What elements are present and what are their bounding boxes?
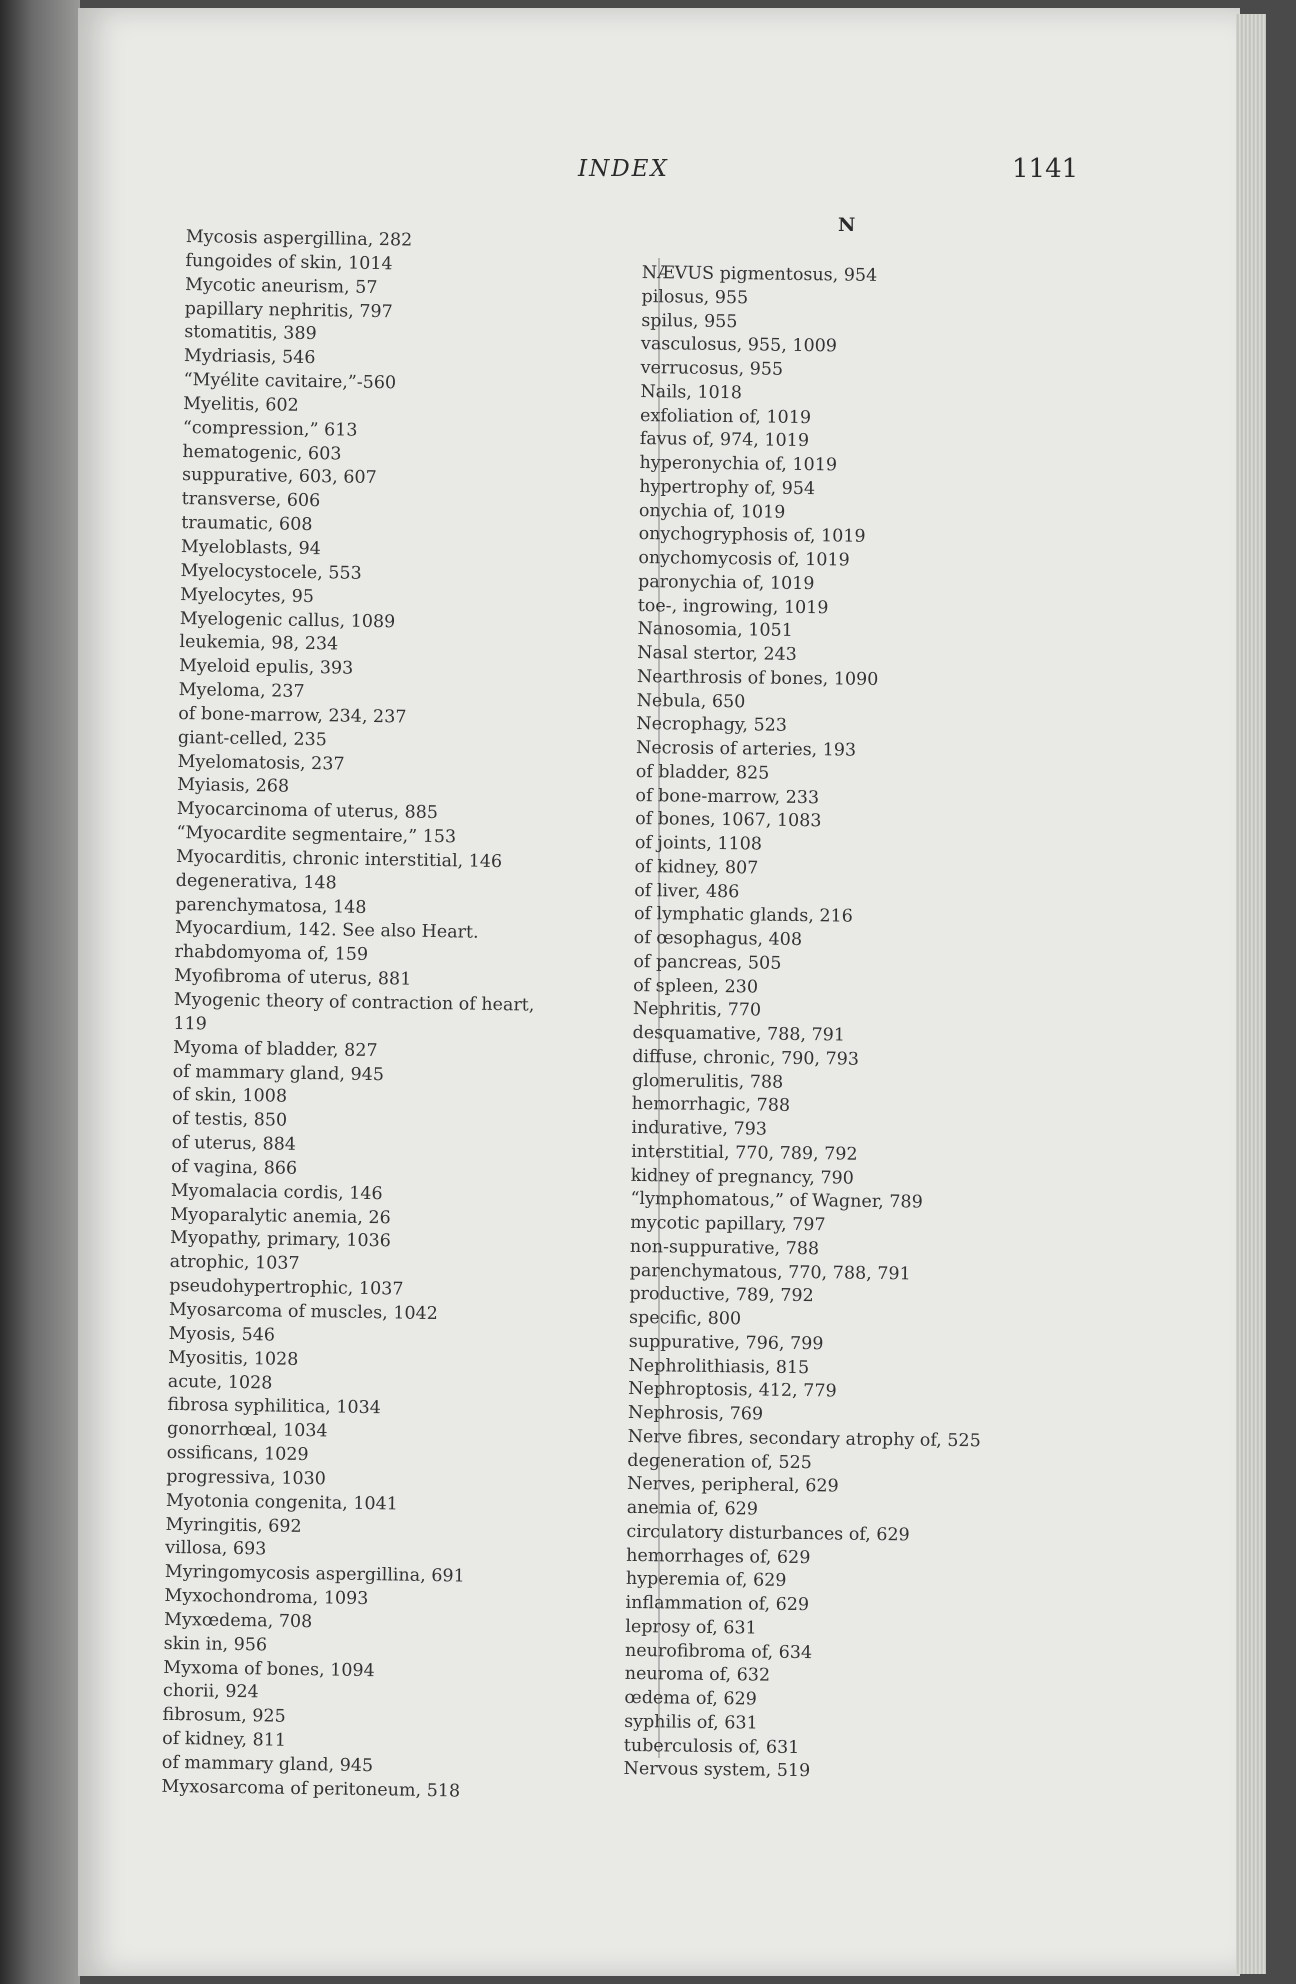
index-entry: Myocarcinoma of uterus, 885: [176, 799, 439, 824]
index-entry: favus of, 974, 1019: [639, 429, 810, 452]
index-entry: pilosus, 955: [641, 286, 749, 309]
index-entry: hemorrhages of, 629: [626, 1545, 811, 1568]
index-entry: of testis, 850: [171, 1109, 288, 1131]
index-entry: inflammation of, 629: [625, 1592, 810, 1616]
index-entry: glomerulitis, 788: [631, 1070, 784, 1093]
index-entry: Necrosis of arteries, 193: [635, 737, 857, 761]
index-entry: Myelocystocele, 553: [180, 560, 362, 584]
index-entry: 119: [173, 1013, 208, 1035]
index-entry: hypertrophy of, 954: [639, 476, 816, 499]
index-entry: of pancreas, 505: [633, 951, 782, 974]
index-entry: ossificans, 1029: [166, 1442, 309, 1466]
index-entry: of lymphatic glands, 216: [633, 904, 853, 927]
index-entry: of bladder, 825: [635, 761, 770, 784]
index-column-left: [161, 226, 546, 1805]
index-entry: Nephritis, 770: [632, 999, 762, 1021]
index-entry: Myositis, 1028: [168, 1347, 299, 1370]
index-entry: of spleen, 230: [633, 975, 759, 997]
index-entry: acute, 1028: [167, 1371, 273, 1393]
index-entry: Myringitis, 692: [165, 1514, 302, 1537]
index-entry: Nerves, peripheral, 629: [626, 1474, 839, 1497]
index-entry: non-suppurative, 788: [629, 1236, 820, 1259]
index-entry: “Myélite cavitaire,”-560: [183, 370, 397, 394]
index-entry: onychia of, 1019: [638, 500, 786, 523]
index-entry: interstitial, 770, 789, 792: [631, 1141, 858, 1165]
index-entry: stomatitis, 389: [184, 322, 317, 345]
index-entry: Myotonia congenita, 1041: [165, 1490, 399, 1515]
index-entry: of mammary gland, 945: [161, 1752, 374, 1777]
index-entry: Mydriasis, 546: [183, 346, 316, 369]
index-entry: leukemia, 98, 234: [179, 632, 339, 655]
index-entry: Myosis, 546: [168, 1323, 276, 1346]
index-entry: desquamative, 788, 791: [632, 1022, 846, 1046]
index-entry: suppurative, 603, 607: [181, 465, 377, 489]
index-entry: anemia of, 629: [626, 1497, 759, 1520]
index-entry: paronychia of, 1019: [637, 571, 815, 594]
index-entry: Nearthrosis of bones, 1090: [636, 666, 879, 690]
index-entry: skin in, 956: [163, 1633, 268, 1656]
index-entry: Nervous system, 519: [623, 1759, 811, 1782]
index-entry: Myxosarcoma of peritoneum, 518: [161, 1776, 461, 1802]
index-entry: “Myocardite segmentaire,” 153: [176, 823, 457, 848]
index-entry: Myelitis, 602: [183, 393, 299, 416]
index-entry: Nasal stertor, 243: [637, 642, 797, 665]
index-entry: neurofibroma of, 634: [624, 1640, 813, 1663]
index-entry: Nanosomia, 1051: [637, 619, 793, 642]
index-entry: atrophic, 1037: [169, 1252, 300, 1275]
index-entry: productive, 789, 792: [629, 1284, 814, 1307]
index-entry: Nerve fibres, secondary atrophy of, 525: [627, 1426, 981, 1451]
index-entry: exfoliation of, 1019: [640, 405, 812, 428]
index-entry: Nephrolithiasis, 815: [628, 1355, 810, 1378]
index-entry: kidney of pregnancy, 790: [630, 1165, 855, 1189]
index-entry: progressiva, 1030: [166, 1466, 327, 1490]
index-entry: Mycosis aspergillina, 282: [185, 226, 413, 251]
page-number: 1141: [1012, 154, 1079, 184]
index-entry: giant-celled, 235: [177, 727, 327, 750]
index-entry: Myxoma of bones, 1094: [163, 1657, 375, 1681]
index-entry: hemorrhagic, 788: [631, 1094, 791, 1117]
index-entry: neuroma of, 632: [624, 1664, 771, 1686]
index-entry: villosa, 693: [165, 1538, 267, 1560]
index-entry: spilus, 955: [641, 310, 738, 332]
index-entry: fungoides of skin, 1014: [185, 250, 393, 275]
index-entry: suppurative, 796, 799: [628, 1331, 824, 1355]
index-entry: rhabdomyoma of, 159: [174, 942, 369, 966]
index-entry: of kidney, 811: [162, 1728, 287, 1751]
index-entry: Myoma of bladder, 827: [172, 1037, 378, 1061]
index-entry: gonorrhœal, 1034: [166, 1419, 328, 1442]
index-entry: diffuse, chronic, 790, 793: [632, 1046, 860, 1070]
index-entry: Myosarcoma of muscles, 1042: [168, 1299, 438, 1325]
index-entry: Myofibroma of uterus, 881: [174, 966, 412, 990]
index-entry: Mycotic aneurism, 57: [184, 274, 378, 298]
index-entry: degeneration of, 525: [627, 1450, 812, 1473]
index-entry: Myxœdema, 708: [163, 1609, 313, 1633]
index-entry: Myiasis, 268: [177, 775, 290, 798]
index-entry: “lymphomatous,” of Wagner, 789: [630, 1189, 923, 1213]
book-spine: [0, 0, 80, 1984]
index-entry: of kidney, 807: [634, 856, 759, 879]
index-entry: specific, 800: [628, 1307, 742, 1330]
index-entry: fibrosum, 925: [162, 1705, 286, 1728]
index-entry: of œsophagus, 408: [633, 927, 803, 951]
index-entry: toe-, ingrowing, 1019: [637, 595, 829, 618]
index-entry: onychogryphosis of, 1019: [638, 524, 866, 548]
index-entry: hematogenic, 603: [182, 441, 342, 465]
index-entry: papillary nephritis, 797: [184, 298, 393, 322]
index-entry: Myocarditis, chronic interstitial, 146: [175, 846, 503, 872]
index-entry: fibrosa syphilitica, 1034: [167, 1395, 382, 1419]
index-entry: Myoparalytic anemia, 26: [170, 1204, 391, 1228]
index-entry: Nephroptosis, 412, 779: [628, 1379, 837, 1402]
index-entry: verrucosus, 955: [640, 357, 784, 380]
index-entry: hyperonychia of, 1019: [639, 452, 838, 476]
index-entry: onychomycosis of, 1019: [638, 547, 850, 571]
index-entry: hyperemia of, 629: [625, 1569, 787, 1592]
index-entry: Myeloma, 237: [178, 679, 305, 702]
index-entry: vasculosus, 955, 1009: [640, 334, 838, 357]
index-entry: of vagina, 866: [171, 1156, 298, 1179]
index-entry: transverse, 606: [181, 489, 321, 512]
index-entry: Myelocytes, 95: [180, 584, 315, 607]
index-entry: parenchymatous, 770, 788, 791: [629, 1260, 911, 1284]
index-entry: syphilis of, 631: [624, 1711, 758, 1734]
index-entry: traumatic, 608: [181, 513, 313, 536]
index-entry: Necrophagy, 523: [636, 714, 788, 737]
index-entry: indurative, 793: [631, 1117, 768, 1140]
index-column-right: [623, 262, 995, 1786]
index-entry: pseudohypertrophic, 1037: [169, 1275, 404, 1300]
index-entry: Myelomatosis, 237: [177, 751, 345, 775]
index-entry: Nephrosis, 769: [627, 1402, 764, 1425]
index-entry: Myxochondroma, 1093: [164, 1585, 369, 1610]
index-entry: of bones, 1067, 1083: [635, 809, 822, 832]
index-entry: Myopathy, primary, 1036: [169, 1228, 391, 1252]
index-entry: chorii, 924: [162, 1681, 259, 1703]
index-entry: tuberculosis of, 631: [623, 1735, 800, 1758]
index-entry: Nails, 1018: [640, 381, 743, 403]
section-letter: N: [838, 214, 856, 236]
index-entry: of mammary gland, 945: [172, 1061, 385, 1085]
page-edges: [1236, 14, 1266, 1974]
index-entry: degenerativa, 148: [175, 870, 337, 894]
index-entry: of bone-marrow, 234, 237: [178, 703, 407, 728]
index-entry: of joints, 1108: [634, 832, 763, 855]
index-entry: Myringomycosis aspergillina, 691: [164, 1562, 465, 1587]
index-entry: Myocardium, 142. See also Heart.: [174, 918, 479, 944]
index-entry: Myelogenic callus, 1089: [179, 608, 396, 632]
running-title: INDEX: [578, 156, 669, 182]
index-entry: œdema of, 629: [624, 1687, 757, 1710]
index-entry: Myeloid epulis, 393: [178, 656, 354, 679]
index-entry: parenchymatosa, 148: [175, 894, 367, 918]
index-entry: Nebula, 650: [636, 690, 746, 712]
index-entry: NÆVUS pigmentosus, 954: [641, 262, 878, 286]
index-entry: Myogenic theory of contraction of heart,: [173, 989, 535, 1016]
index-entry: leprosy of, 631: [625, 1616, 757, 1639]
index-entry: of uterus, 884: [171, 1132, 297, 1155]
index-entry: Myomalacia cordis, 146: [170, 1180, 383, 1204]
index-entry: mycotic papillary, 797: [630, 1212, 826, 1236]
index-entry: Myeloblasts, 94: [180, 536, 322, 560]
index-entry: of skin, 1008: [172, 1085, 288, 1108]
index-entry: of liver, 486: [634, 880, 740, 902]
index-entry: of bone-marrow, 233: [635, 785, 820, 808]
index-entry: “compression,” 613: [182, 417, 358, 441]
index-entry: circulatory disturbances of, 629: [626, 1521, 910, 1546]
